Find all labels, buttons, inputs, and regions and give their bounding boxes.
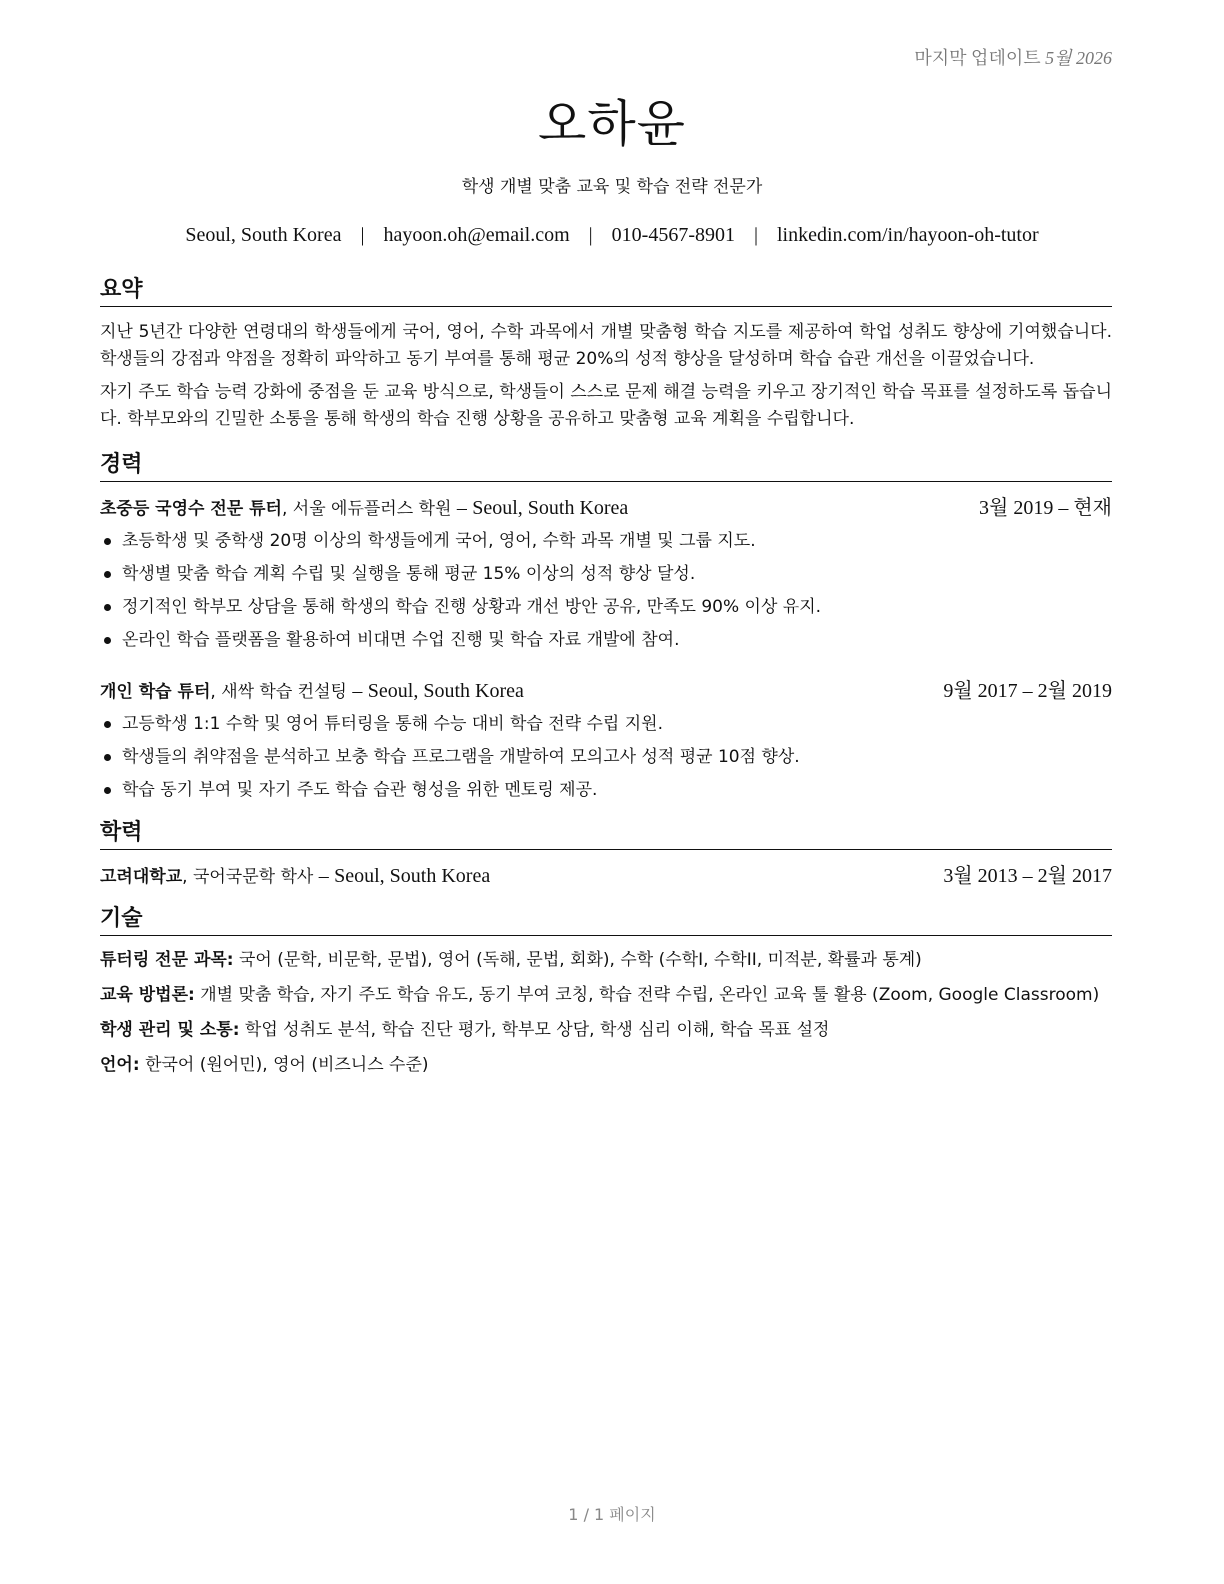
skill-row [100,983,1112,1008]
job-role: 개인 학습 튜터 [100,682,211,702]
skill-row [100,948,1112,973]
education-heading: 학력 [100,819,1112,850]
skill-row [100,1018,1112,1043]
job-title-line: 개인 학습 튜터, 새싹 학습 컨설팅 – Seoul, South Korea [100,680,524,702]
summary-heading: 요약 [100,276,1112,307]
last-updated-month: 5월 [1045,48,1072,68]
contact-linkedin[interactable]: linkedin.com/in/hayoon-oh-tutor [777,224,1039,246]
job-location: Seoul, South Korea [367,680,524,702]
skill-label: 학생 관리 및 소통: [100,1020,240,1040]
skill-value: 개별 맞춤 학습, 자기 주도 학습 유도, 동기 부여 코칭, 학습 전략 수립, 온라인 교육 툴 활용 (Zoom, Google Classroom) [200,985,1100,1005]
candidate-name: 오하윤 [538,95,686,153]
summary-section [100,276,1112,433]
list-item: 학습 동기 부여 및 자기 주도 학습 습관 형성을 위한 멘토링 제공. [100,774,1112,807]
list-item: 정기적인 학부모 상담을 통해 학생의 학습 진행 상황과 개선 방안 공유, 만족도 90% 이상 유지. [100,591,1112,624]
job-header [100,677,1112,706]
contact-email[interactable]: hayoon.oh@email.com [383,224,570,246]
summary-paragraph: 지난 5년간 다양한 연령대의 학생들에게 국어, 영어, 수학 과목에서 개별 맞춤형 학습 지도를 제공하여 학업 성취도 향상에 기여했습니다. 학생들의 강점과 약점을 정확히 파악하고 동기 부여를 통해 평균 20%의 성적 향상을 달성하며 학습 습관 개선을 이끌었습니다. [100,322,1112,369]
job-title-line: 초중등 국영수 전문 튜터, 서울 에듀플러스 학원 – Seoul, South Korea [100,497,629,519]
skill-value: 학업 성취도 분석, 학습 진단 평가, 학부모 상담, 학생 심리 이해, 학습 목표 설정 [244,1020,830,1040]
job-bullets [100,708,1112,807]
contact-line [0,224,1224,247]
job-bullets [100,525,1112,657]
experience-section [100,451,1112,807]
skill-label: 튜터링 전문 과목: [100,950,234,970]
last-updated-label: 마지막 업데이트 [914,48,1041,68]
list-item: 학생별 맞춤 학습 계획 수립 및 실행을 통해 평균 15% 이상의 성적 향상 달성. [100,558,1112,591]
job-dates: 3월 2019 – 현재 [979,497,1112,519]
job-dates: 9월 2017 – 2월 2019 [943,680,1112,702]
education-dates: 3월 2013 – 2월 2017 [943,865,1112,887]
resume-content [100,276,1112,1096]
skill-label: 언어: [100,1055,140,1075]
list-item: 고등학생 1:1 수학 및 영어 튜터링을 통해 수능 대비 학습 전략 수립 지원. [100,708,1112,741]
job-org: 새싹 학습 컨설팅 [221,682,347,702]
last-updated [914,44,1112,70]
skill-value: 한국어 (원어민), 영어 (비즈니스 수준) [145,1055,429,1075]
page-indicator: 1 / 1 페이지 [568,1505,656,1524]
contact-phone: 010-4567-8901 [611,224,735,246]
education-section [100,819,1112,891]
education-entry [100,862,1112,891]
contact-separator: | [360,224,365,246]
list-item: 초등학생 및 중학생 20명 이상의 학생들에게 국어, 영어, 수학 과목 개별 및 그룹 지도. [100,525,1112,558]
skill-row [100,1053,1112,1078]
job-entry [100,494,1112,657]
skill-value: 국어 (문학, 비문학, 문법), 영어 (독해, 문법, 회화), 수학 (수학I, 수학II, 미적분, 확률과 통계) [239,950,922,970]
candidate-subtitle: 학생 개별 맞춤 교육 및 학습 전략 전문가 [461,177,763,197]
summary-paragraph: 자기 주도 학습 능력 강화에 중점을 둔 교육 방식으로, 학생들이 스스로 문제 해결 능력을 키우고 장기적인 학습 목표를 설정하도록 돕습니다. 학부모와의 긴밀한 소통을 통해 학생의 학습 진행 상황을 공유하고 맞춤형 교육 계획을 수립합니다. [100,382,1112,429]
last-updated-year: 2026 [1076,48,1112,68]
skills-heading: 기술 [100,905,1112,936]
experience-heading: 경력 [100,451,1112,482]
contact-location: Seoul, South Korea [185,224,342,246]
job-entry [100,677,1112,807]
contact-separator: | [753,224,758,246]
education-location: Seoul, South Korea [334,865,491,887]
skills-section [100,905,1112,1078]
contact-separator: | [588,224,593,246]
job-role: 초중등 국영수 전문 튜터 [100,499,282,519]
education-degree: 국어국문학 학사 [192,867,314,887]
job-org: 서울 에듀플러스 학원 [292,499,452,519]
skill-label: 교육 방법론: [100,985,195,1005]
education-school: 고려대학교 [100,867,183,887]
education-line: 고려대학교, 국어국문학 학사 – Seoul, South Korea [100,865,491,887]
list-item: 학생들의 취약점을 분석하고 보충 학습 프로그램을 개발하여 모의고사 성적 평균 10점 향상. [100,741,1112,774]
list-item: 온라인 학습 플랫폼을 활용하여 비대면 수업 진행 및 학습 자료 개발에 참여. [100,624,1112,657]
job-header [100,494,1112,523]
job-location: Seoul, South Korea [472,497,629,519]
